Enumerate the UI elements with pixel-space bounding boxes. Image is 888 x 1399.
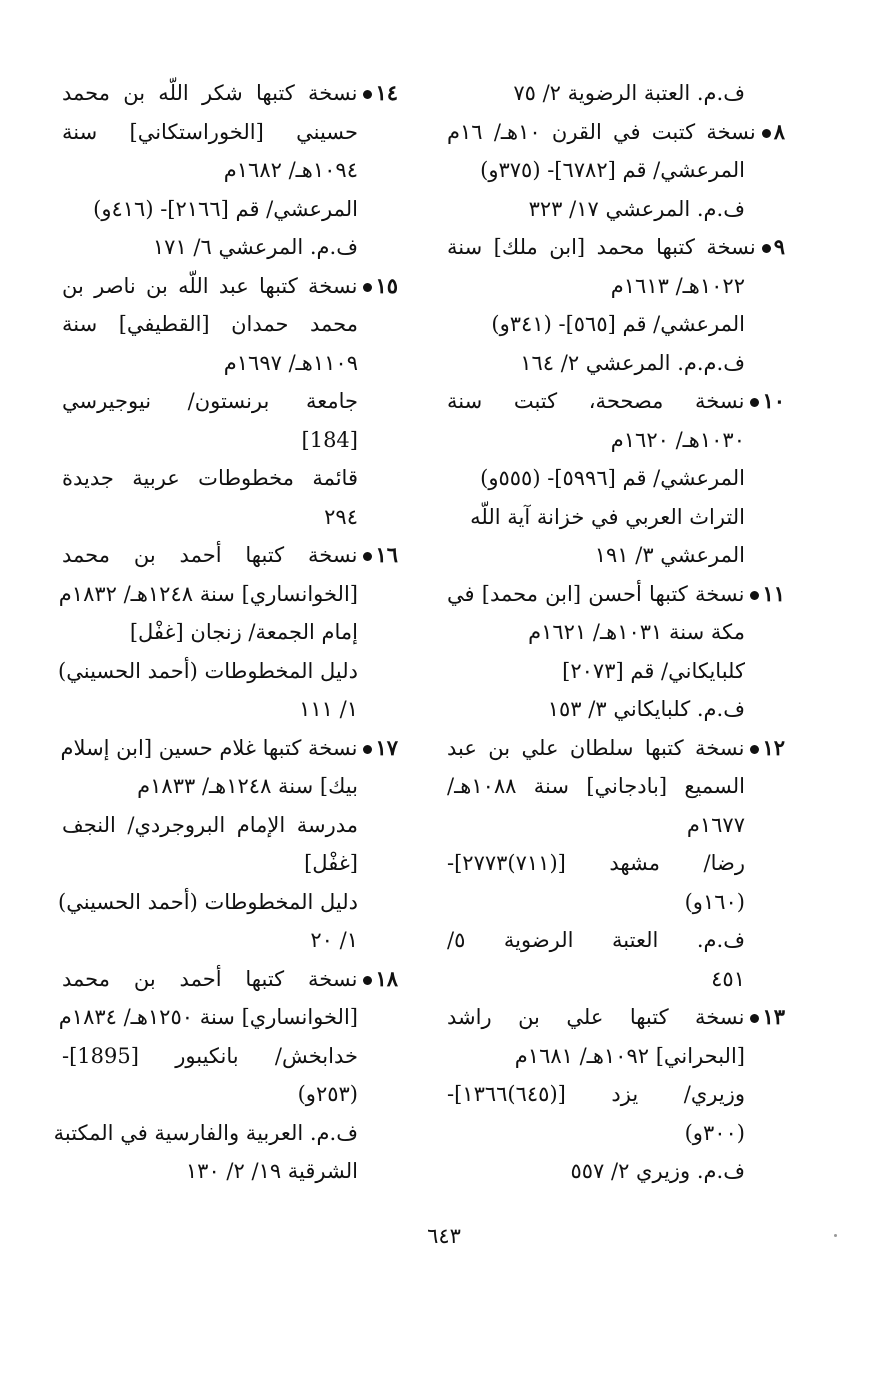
- entry-text: نسخة مصححة، كتبت سنة: [447, 389, 745, 413]
- bullet-icon: [750, 745, 759, 754]
- entry-detail-line: ف.م. المرعشي ٦/ ١٧١: [152, 235, 358, 259]
- entry-number: ١٠: [762, 388, 785, 413]
- entry-text: نسخة كتبها شكر اللّه بن محمد: [62, 81, 358, 105]
- entry-detail-line: ١/ ١١١: [299, 697, 358, 721]
- entry-detail-line: دليل المخطوطات (أحمد الحسيني): [58, 889, 358, 914]
- entry-number: ١٧: [375, 734, 398, 760]
- entry-detail-line: (٢٥٣و): [297, 1082, 358, 1106]
- entry-detail-line: وزيري/ يزد [(٦٤٥)١٣٦٦]-: [447, 1082, 745, 1106]
- entry-detail-line: المرعشي/ قم [٦٧٨٢]- (٣٧٥و): [480, 158, 745, 182]
- entry-detail-line: رضا/ مشهد [(٧١١)٢٧٧٣]-: [447, 851, 745, 875]
- right-column: [447, 74, 785, 1191]
- entry-detail-line: ١٠٢٢هـ/ ١٦١٣م: [610, 273, 745, 298]
- entry-text: نسخة كتبها عبد اللّه بن ناصر بن: [62, 273, 358, 298]
- entry-text: نسخة كتبها علي بن راشد: [447, 1005, 745, 1029]
- bullet-icon: [750, 398, 759, 407]
- entry-detail-line: كلبايكاني/ قم [٢٠٧٣]: [562, 658, 745, 683]
- entry-detail-line: ف.م. المرعشي ١٧/ ٣٢٣: [528, 196, 745, 221]
- entry-detail-line: [الخوانساري] سنة ١٢٤٨هـ/ ١٨٣٢م: [58, 581, 358, 606]
- entry-text: نسخة كتبها أحمد بن محمد: [62, 966, 358, 991]
- entry-first-line: [62, 536, 398, 575]
- entry-detail-line: ٢٩٤: [324, 504, 358, 529]
- entry-text: نسخة كتبت في القرن ١٠هـ/ ١٦م: [447, 119, 756, 144]
- entry-detail-line: ١٠٣٠هـ/ ١٦٢٠م: [610, 427, 745, 452]
- entry-detail-line: ف.م. العتبة الرضوية ٥/: [447, 928, 745, 952]
- entry-detail-line: ف.م. العربية والفارسية في المكتبة: [53, 1120, 358, 1145]
- entry-detail-line: المرعشي/ قم [٥٦٥]- (٣٤١و): [491, 312, 745, 336]
- entry-number: ١١: [762, 580, 785, 606]
- bullet-icon: [363, 552, 372, 561]
- bullet-icon: [363, 745, 372, 754]
- bullet-icon: [750, 591, 759, 600]
- bullet-icon: [762, 129, 771, 138]
- entry-detail-line: المرعشي/ قم [٢١٦٦]- (٤١٦و): [93, 196, 358, 221]
- entry-detail-line: التراث العربي في خزانة آية اللّه: [470, 504, 745, 529]
- entry-number: ٩: [773, 234, 785, 259]
- entry-detail-line: الشرقية ١٩/ ٢/ ١٣٠: [185, 1159, 358, 1183]
- entry-detail-line: مكة سنة ١٠٣١هـ/ ١٦٢١م: [528, 620, 745, 644]
- entry-text: نسخة كتبها أحمد بن محمد: [62, 543, 358, 567]
- entry-detail-line: ١٦٧٧م: [686, 812, 745, 837]
- entry-detail-line: محمد حمدان [القطيفي] سنة: [62, 312, 358, 336]
- entry-first-line: [447, 228, 785, 267]
- page-number: ٦٤٣: [427, 1224, 461, 1248]
- entry-number: ١٤: [375, 80, 398, 105]
- entry-number: ١٥: [375, 272, 398, 298]
- entry-text: نسخة كتبها أحسن [ابن محمد] في: [447, 581, 745, 606]
- entry-detail-line: خدابخش/ بانكيبور [1895]-: [62, 1043, 358, 1068]
- entry-number: ١٨: [375, 965, 398, 991]
- entry-number: ٨: [773, 118, 785, 144]
- entry-detail-line: إمام الجمعة/ زنجان [غفْل]: [129, 620, 358, 644]
- entry-detail-line: (١٦٠و): [684, 889, 745, 914]
- entry-detail-line: مدرسة الإمام البروجردي/ النجف: [62, 812, 358, 837]
- entry-first-line: [447, 382, 785, 421]
- entry-first-line: [62, 960, 398, 999]
- entry-first-line: [62, 74, 398, 113]
- entry-detail-line: [البحراني] ١٠٩٢هـ/ ١٦٨١م: [514, 1043, 745, 1068]
- bullet-icon: [750, 1014, 759, 1023]
- entry-detail-line: ١/ ٢٠: [310, 928, 358, 952]
- entry-detail-line: المرعشي/ قم [٥٩٩٦]- (٥٥٥و): [480, 466, 745, 490]
- entry-detail-line: دليل المخطوطات (أحمد الحسيني): [58, 658, 358, 683]
- entry-first-line: [447, 113, 785, 152]
- entry-detail-line: ١١٠٩هـ/ ١٦٩٧م: [223, 350, 358, 375]
- entry-detail-line: [الخوانساري] سنة ١٢٥٠هـ/ ١٨٣٤م: [58, 1005, 358, 1029]
- entry-first-line: [447, 729, 785, 768]
- entry-detail-line: (٣٠٠و): [684, 1120, 745, 1145]
- entry-detail-line: بيك] سنة ١٢٤٨هـ/ ١٨٣٣م: [137, 774, 358, 798]
- entry-text: نسخة كتبها غلام حسين [ابن إسلام: [60, 735, 358, 760]
- bullet-icon: [363, 90, 372, 99]
- entry-detail-line: [184]: [301, 427, 358, 452]
- entry-detail-line: ف.م. كلبايكاني ٣/ ١٥٣: [547, 697, 745, 721]
- entry-detail-line: جامعة برنستون/ نيوجيرسي: [62, 389, 358, 413]
- entry-number: ١٣: [762, 1004, 785, 1029]
- entry-first-line: [447, 575, 785, 614]
- entry-number: ١٢: [762, 734, 785, 760]
- left-column: [53, 74, 398, 1191]
- entry-number: ١٦: [375, 542, 398, 567]
- entry-first-line: [62, 267, 398, 306]
- bullet-icon: [762, 244, 771, 253]
- entry-first-line: [62, 729, 398, 768]
- bullet-icon: [363, 976, 372, 985]
- entry-first-line: [447, 998, 785, 1037]
- entry-detail-line: ف.م.م. المرعشي ٢/ ١٦٤: [520, 350, 745, 375]
- scan-speck: [834, 1234, 837, 1237]
- entry-detail-line: السميع [بادجاني] سنة ١٠٨٨هـ/: [447, 774, 745, 798]
- entry-detail-line: المرعشي ٣/ ١٩١: [594, 543, 745, 567]
- carryover-line: ف.م. العتبة الرضوية ٢/ ٧٥: [513, 81, 745, 105]
- entry-detail-line: ١٠٩٤هـ/ ١٦٨٢م: [223, 158, 358, 182]
- entry-text: نسخة كتبها سلطان علي بن عبد: [447, 735, 745, 760]
- entry-detail-line: [غفْل]: [304, 851, 358, 875]
- entry-detail-line: حسيني [الخوراستكاني] سنة: [62, 119, 358, 144]
- entry-text: نسخة كتبها محمد [ابن ملك] سنة: [447, 235, 756, 259]
- entry-detail-line: ٤٥١: [711, 966, 745, 991]
- entry-detail-line: قائمة مخطوطات عربية جديدة: [62, 466, 358, 490]
- entry-detail-line: ف.م. وزيري ٢/ ٥٥٧: [570, 1159, 745, 1183]
- bullet-icon: [363, 283, 372, 292]
